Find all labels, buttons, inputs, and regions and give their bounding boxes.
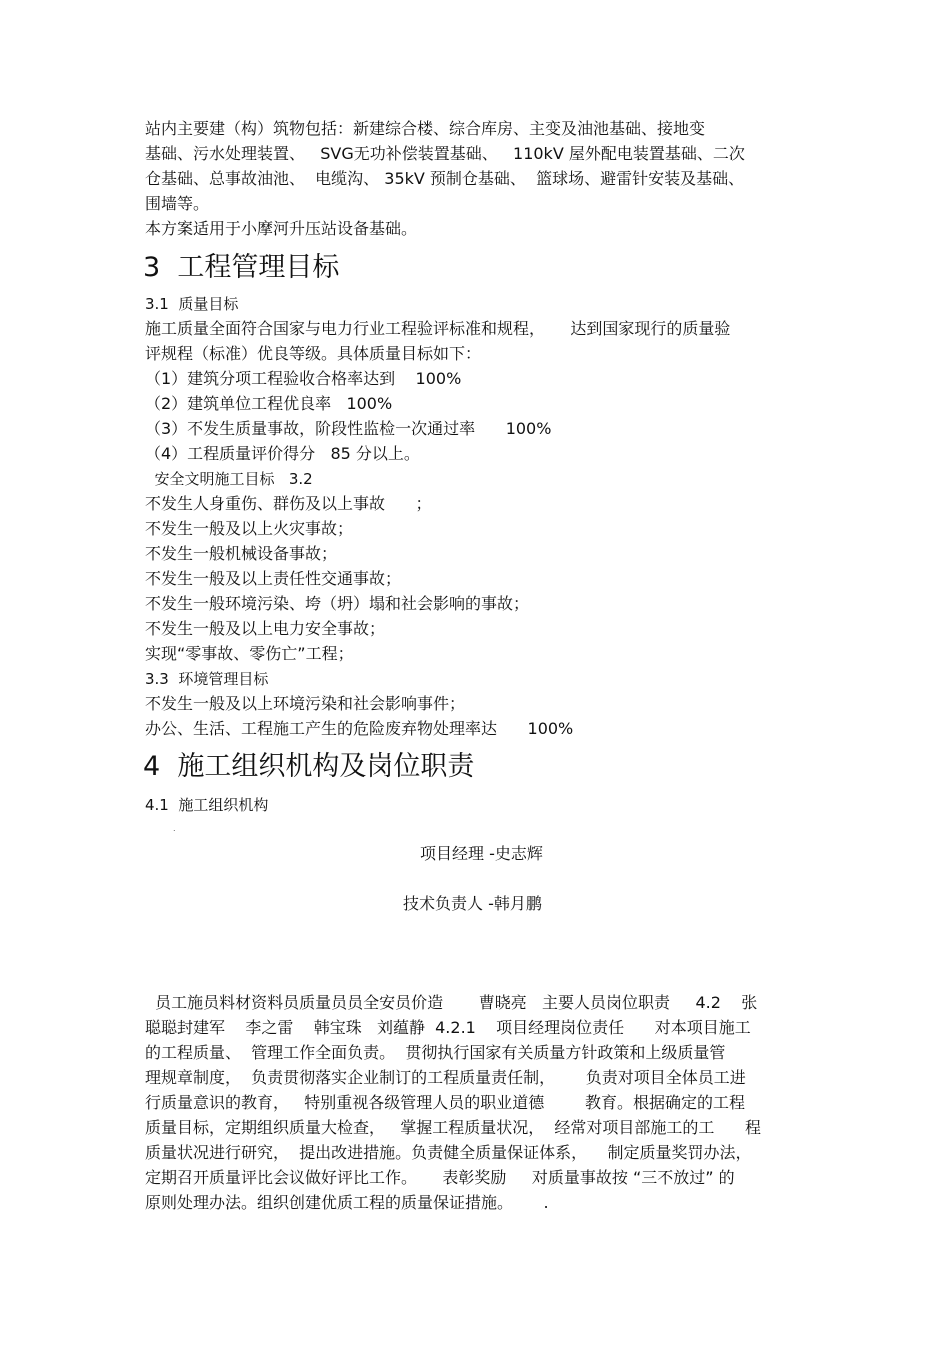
intro-line-3: 仓基础、总事故油池、 电缆沟、 35kV 预制仓基础、 篮球场、避雷针安装及基础、 xyxy=(145,169,745,188)
intro-line-1: 站内主要建（构）筑物包括：新建综合楼、综合库房、主变及油池基础、接地变 xyxy=(145,119,706,138)
body-line-8: 定期召开质量评比会议做好评比工作。 表彰奖励 对质量事故按 “三不放过” 的 xyxy=(145,1168,735,1187)
section-3-3-line-2: 办公、生活、工程施工产生的危险废弃物处理率达 100% xyxy=(145,719,574,738)
section-3-1-title: 3.1 质量目标 xyxy=(145,295,239,313)
body-line-7: 质量状况进行研究， 提出改进措施。负责健全质量保证体系， 制定质量奖罚办法， xyxy=(145,1143,752,1162)
section-3-3-title: 3.3 环境管理目标 xyxy=(145,670,269,688)
section-3-2-line-3: 不发生一般机械设备事故； xyxy=(145,544,338,563)
section-3-heading: 3 工程管理目标 xyxy=(143,252,340,283)
org-chart-manager: 项目经理 -史志辉 xyxy=(420,844,543,863)
body-line-4: 理规章制度， 负责贯彻落实企业制订的工程质量责任制， 负责对项目全体员工进 xyxy=(145,1068,746,1087)
body-line-1: 员工施员料材资料员质量员员全安员价造 曹晓亮 主要人员岗位职责 4.2 张 xyxy=(145,993,758,1012)
body-line-6: 质量目标，定期组织质量大检查， 掌握工程质量状况， 经常对项目部施工的工 程 xyxy=(145,1118,761,1137)
section-3-2-line-1: 不发生人身重伤、群伤及以上事故 ； xyxy=(145,494,432,513)
intro-line-2: 基础、污水处理装置、 SVG无功补偿装置基础、 110kV 屋外配电装置基础、二次 xyxy=(145,144,745,163)
body-line-5: 行质量意识的教育， 特别重视各级管理人员的职业道德 教育。根据确定的工程 xyxy=(145,1093,745,1112)
section-3-2-line-7: 实现“零事故、零伤亡”工程； xyxy=(145,644,354,663)
section-3-2-line-2: 不发生一般及以上火灾事故； xyxy=(145,519,354,538)
stray-dot: . xyxy=(173,824,176,833)
body-line-3: 的工程质量、 管理工作全面负责。 贯彻执行国家有关质量方针政策和上级质量管 xyxy=(145,1043,726,1062)
section-3-3-line-1: 不发生一般及以上环境污染和社会影响事件； xyxy=(145,694,466,713)
section-3-1-line-6: （4）工程质量评价得分 85 分以上。 xyxy=(145,444,420,463)
section-3-2-line-5: 不发生一般环境污染、垮（坍）塌和社会影响的事故； xyxy=(145,594,530,613)
intro-line-4: 围墙等。 xyxy=(145,194,210,213)
org-chart-tech-lead: 技术负责人 -韩月鹏 xyxy=(403,894,542,913)
section-3-1-line-5: （3）不发生质量事故，阶段性监检一次通过率 100% xyxy=(145,419,552,438)
section-3-1-line-3: （1）建筑分项工程验收合格率达到 100% xyxy=(145,369,462,388)
section-3-2-title: 安全文明施工目标 3.2 xyxy=(145,470,313,488)
section-4-1-title: 4.1 施工组织机构 xyxy=(145,796,269,814)
section-3-2-line-6: 不发生一般及以上电力安全事故； xyxy=(145,619,386,638)
body-line-2: 聪聪封建军 李之雷 韩宝珠 刘蕴静 4.2.1 项目经理岗位责任 对本项目施工 xyxy=(145,1018,751,1037)
section-3-1-line-2: 评规程（标准）优良等级。具体质量目标如下： xyxy=(145,344,482,363)
body-line-9: 原则处理办法。组织创建优质工程的质量保证措施。 . xyxy=(145,1193,549,1212)
section-3-1-line-1: 施工质量全面符合国家与电力行业工程验评标准和规程， 达到国家现行的质量验 xyxy=(145,319,731,338)
intro-line-5: 本方案适用于小摩河升压站设备基础。 xyxy=(145,219,418,238)
section-3-1-line-4: （2）建筑单位工程优良率 100% xyxy=(145,394,393,413)
section-4-heading: 4 施工组织机构及岗位职责 xyxy=(143,751,475,782)
section-3-2-line-4: 不发生一般及以上责任性交通事故； xyxy=(145,569,402,588)
